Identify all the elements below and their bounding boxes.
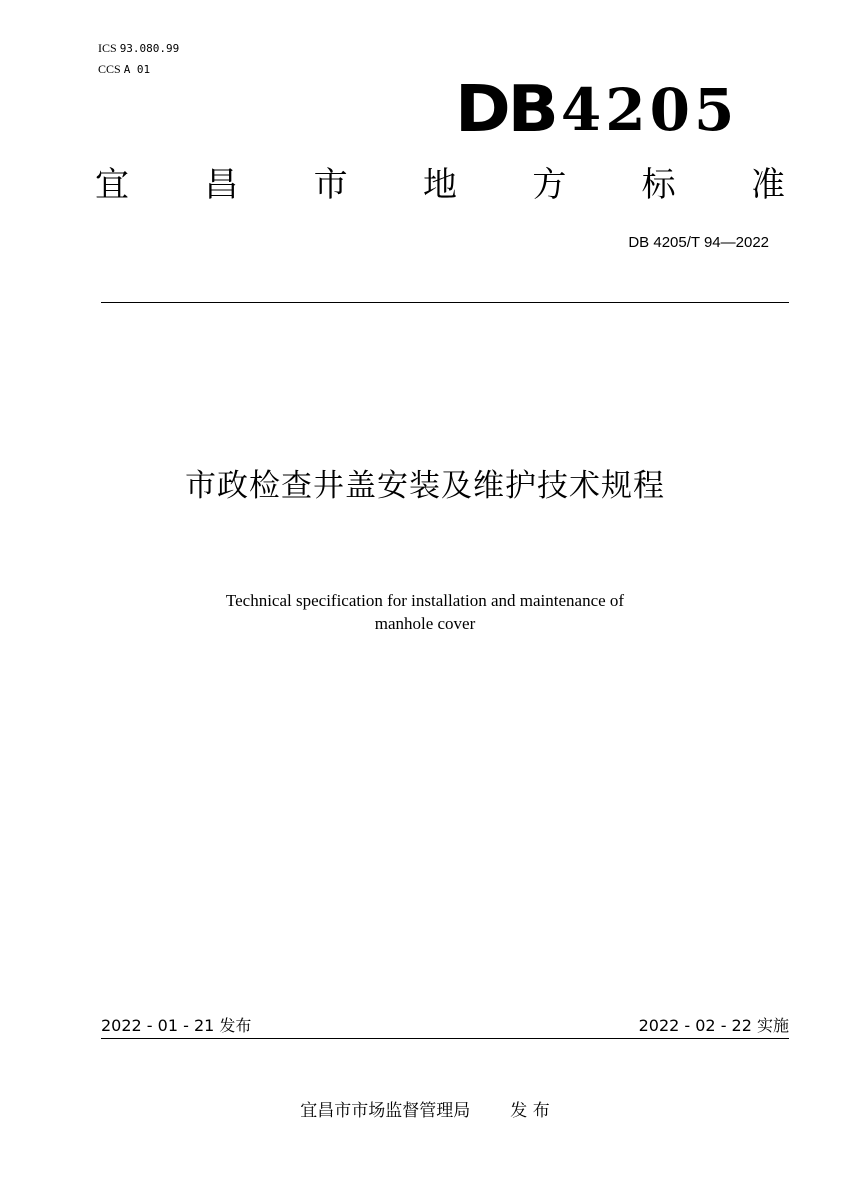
standard-type-char: 宜 <box>95 165 129 205</box>
document-title-en-line2: manhole cover <box>374 614 476 633</box>
publish-date: 2022 - 01 - 21 发布 <box>101 1016 252 1035</box>
bottom-divider <box>101 1038 789 1039</box>
issuer-line <box>0 1100 850 1122</box>
standard-type-char: 地 <box>422 165 457 205</box>
ccs-label: CCS <box>98 62 121 76</box>
ics-code: 93.080.99 <box>119 42 180 55</box>
db-logo-prefix: DB <box>455 73 556 147</box>
document-title-en-line1: Technical specification for installation and maintenance of <box>225 591 625 610</box>
top-divider <box>101 302 789 303</box>
issuer-action: 发 布 <box>510 1101 550 1121</box>
standard-type-char: 标 <box>641 165 676 205</box>
standard-type-char: 市 <box>313 165 348 205</box>
standard-type-char: 昌 <box>204 165 239 205</box>
ccs-line <box>98 62 150 77</box>
effective-date: 2022 - 02 - 22 实施 <box>638 1016 789 1035</box>
standard-type-heading <box>95 163 785 207</box>
document-title-cn: 市政检查井盖安装及维护技术规程 <box>185 468 665 504</box>
standard-type-char: 方 <box>532 165 567 205</box>
ics-line <box>98 41 179 56</box>
issuer-name: 宜昌市市场监督管理局 <box>300 1101 471 1121</box>
standard-type-char: 准 <box>750 165 785 205</box>
ccs-code: A 01 <box>123 63 151 76</box>
ics-label: ICS <box>98 41 117 55</box>
db-logo <box>455 72 739 147</box>
db-logo-code: 4205 <box>560 76 739 144</box>
document-title-en <box>0 589 850 635</box>
standard-number: DB 4205/T 94—2022 <box>628 234 769 251</box>
